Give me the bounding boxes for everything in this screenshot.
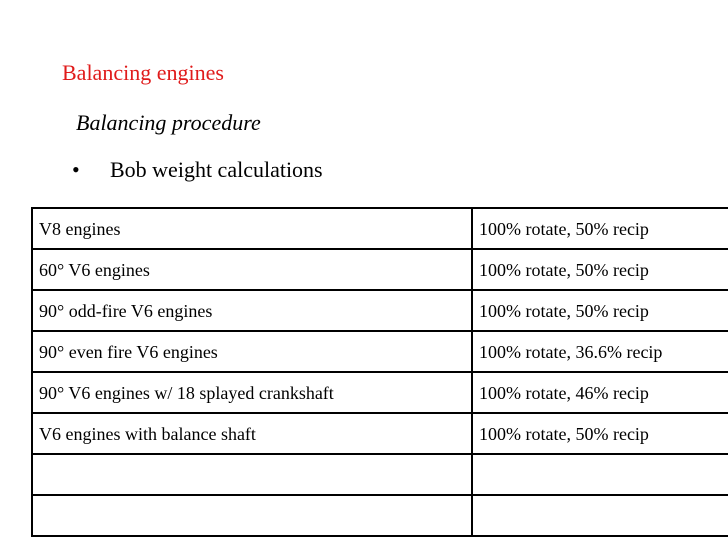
bob-weight-cell: 100% rotate, 50% recip xyxy=(472,290,728,331)
bob-weight-cell: 100% rotate, 36.6% recip xyxy=(472,331,728,372)
empty-cell xyxy=(472,454,728,495)
empty-cell xyxy=(32,454,472,495)
table-row xyxy=(32,249,728,290)
engine-type-cell: 90° even fire V6 engines xyxy=(32,331,472,372)
engine-type-cell: 60° V6 engines xyxy=(32,249,472,290)
bullet-item xyxy=(72,155,323,185)
engine-type-cell: V8 engines xyxy=(32,208,472,249)
table-row xyxy=(32,290,728,331)
engine-type-cell: V6 engines with balance shaft xyxy=(32,413,472,454)
table-row xyxy=(32,413,728,454)
slide-subtitle: Balancing procedure xyxy=(76,110,261,135)
empty-cell xyxy=(32,495,472,536)
bullet-text: Bob weight calculations xyxy=(110,157,323,182)
engine-type-cell: 90° odd-fire V6 engines xyxy=(32,290,472,331)
bob-weight-cell: 100% rotate, 50% recip xyxy=(472,249,728,290)
bob-weight-table xyxy=(31,207,728,537)
table-row xyxy=(32,331,728,372)
empty-cell xyxy=(472,495,728,536)
bob-weight-cell: 100% rotate, 46% recip xyxy=(472,372,728,413)
table-row xyxy=(32,495,728,536)
slide-title: Balancing engines xyxy=(62,60,224,85)
table-row xyxy=(32,454,728,495)
table-row xyxy=(32,208,728,249)
bob-weight-cell: 100% rotate, 50% recip xyxy=(472,208,728,249)
engine-type-cell: 90° V6 engines w/ 18 splayed crankshaft xyxy=(32,372,472,413)
table-row xyxy=(32,372,728,413)
bullet-icon: • xyxy=(72,157,80,182)
bob-weight-cell: 100% rotate, 50% recip xyxy=(472,413,728,454)
